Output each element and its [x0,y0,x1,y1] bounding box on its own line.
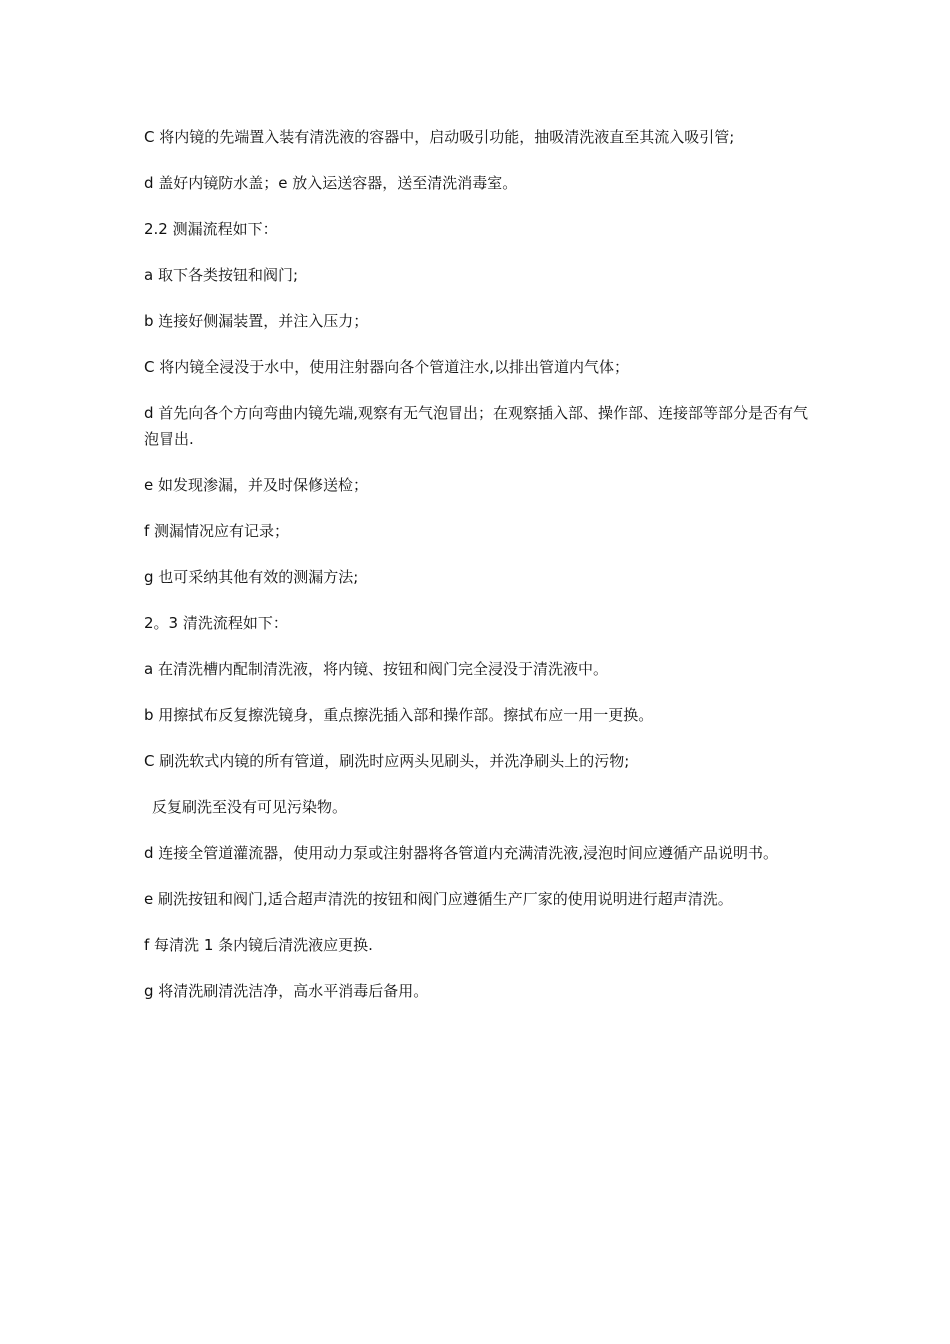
paragraph-clean-a: a 在清洗槽内配制清洗液，将内镜、按钮和阀门完全浸没于清洗液中。 [144,660,608,678]
paragraph-leak-g: g 也可采纳其他有效的测漏方法; [144,568,359,586]
paragraph-leak-d: d 首先向各个方向弯曲内镜先端,观察有无气泡冒出；在观察插入部、操作部、连接部等部分是否有气泡冒出. [144,404,809,448]
paragraph-clean-e: e 刷洗按钮和阀门,适合超声清洗的按钮和阀门应遵循生产厂家的使用说明进行超声清洗。 [144,890,733,908]
section-heading-cleaning: 2。3 清洗流程如下： [144,614,288,632]
section-heading-leak-test: 2.2 测漏流程如下： [144,220,278,238]
paragraph-clean-d: d 连接全管道灌流器，使用动力泵或注射器将各管道内充满清洗液,浸泡时间应遵循产品说明书。 [144,844,779,862]
paragraph-clean-c-continued: 反复刷洗至没有可见污染物。 [152,798,348,816]
paragraph-clean-c: C 刷洗软式内镜的所有管道，刷洗时应两头见刷头，并洗净刷头上的污物; [144,752,630,770]
paragraph-leak-c: C 将内镜全浸没于水中，使用注射器向各个管道注水,以排出管道内气体； [144,358,630,376]
document-body [144,124,810,1024]
paragraph-leak-a: a 取下各类按钮和阀门; [144,266,299,284]
paragraph-clean-f: f 每清洗 1 条内镜后清洗液应更换. [144,936,373,954]
paragraph-clean-g: g 将清洗刷清洗洁净，高水平消毒后备用。 [144,982,429,1000]
paragraph-leak-f: f 测漏情况应有记录； [144,522,290,540]
paragraph-clean-b: b 用擦拭布反复擦洗镜身，重点擦洗插入部和操作部。擦拭布应一用一更换。 [144,706,654,724]
paragraph-leak-e: e 如发现渗漏，并及时保修送检； [144,476,368,494]
paragraph-suction-step: C 将内镜的先端置入装有清洗液的容器中，启动吸引功能，抽吸清洗液直至其流入吸引管; [144,128,735,146]
paragraph-cover-transport: d 盖好内镜防水盖；e 放入运送容器，送至清洗消毒室。 [144,174,518,192]
paragraph-leak-b: b 连接好侧漏装置，并注入压力； [144,312,369,330]
